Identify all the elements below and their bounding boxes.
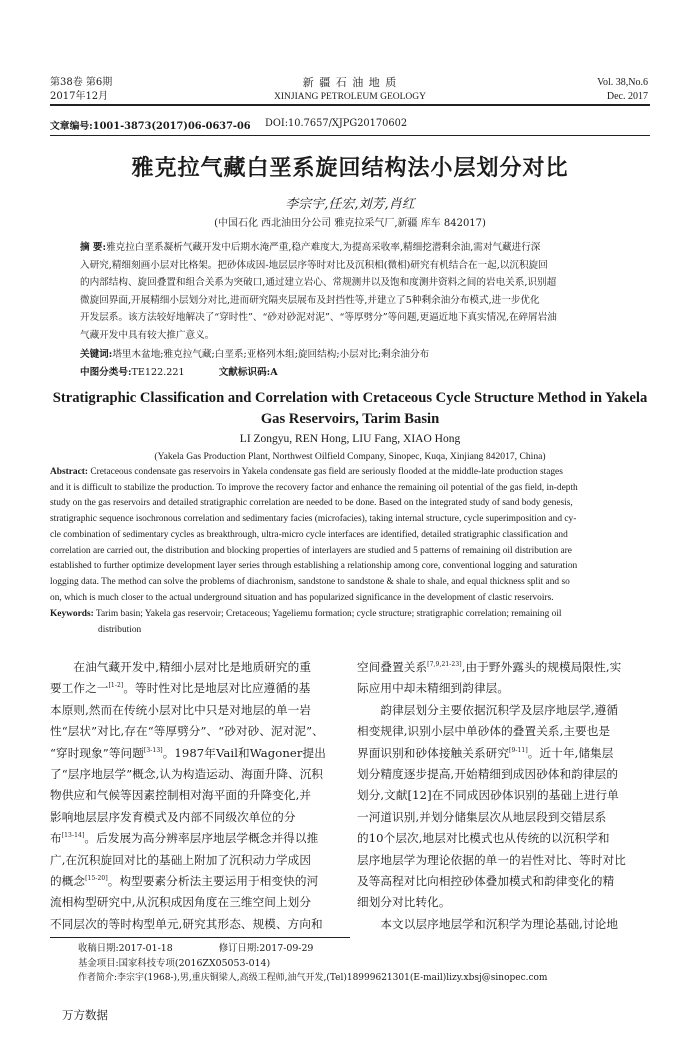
title-en-line-1: Stratigraphic Classification and Correlation with Cretaceous Cycle Structure Method in Yakela — [52, 390, 648, 406]
body-line: 性“层状”对比,存在“等厚劈分”、“砂对砂、泥对泥”、 — [50, 724, 324, 739]
doc-code-label: 文献标识码: — [218, 367, 271, 378]
watermark: 万方数据 — [62, 1008, 108, 1022]
title-en-line-2: Gas Reservoirs, Tarim Basin — [260, 411, 440, 427]
dates-line — [78, 941, 650, 956]
revised-date: 修订日期:2017-09-29 — [218, 943, 314, 954]
body-line: 本文以层序地层学和沉积学为理论基础,讨论地 — [357, 916, 619, 931]
header-date-cn: 2017年12月 — [50, 91, 109, 102]
journal-title-cn: 新 疆 石 油 地 质 — [302, 76, 398, 89]
body-column-left — [50, 657, 343, 935]
meta-rule — [50, 135, 650, 136]
received-date: 收稿日期:2017-01-18 — [78, 943, 173, 954]
header-date-en: Dec. 2017 — [606, 91, 648, 102]
author-bio: 作者简介:李宗宇(1968-),男,重庆铜梁人,高级工程师,油气开发,(Tel)18999621301(E-mail)lizy.xbsj@sinopec.com — [78, 973, 548, 983]
keywords-en-text-cont: distribution — [98, 624, 142, 635]
body-line: 划分,文献[12]在不同成因砂体识别的基础上进行单 — [357, 788, 619, 803]
affiliation-cn: (中国石化 西北油田分公司 雅克拉采气厂,新疆 库车 842017) — [214, 218, 486, 229]
body-line: 的概念[15-20]。构型要素分析法主要运用于相变快的河 — [50, 874, 319, 889]
abstract-cn-line: 入研究,精细刻画小层对比格架。把砂体成因-地层层序等时对比及沉积相(微相)研究有机结合在一起,以沉积旋回 — [80, 259, 548, 271]
clc-label: 中图分类号: — [80, 367, 132, 378]
header-volume: 第38卷 第6期 — [50, 77, 113, 88]
body-line: 细划分对比转化。 — [357, 895, 451, 910]
abstract-cn-line: 摘 要:雅克拉白垩系凝析气藏开发中后期水淹严重,稳产难度大,为提高采收率,精细挖潜剩余油,需对气藏进行深 — [80, 242, 541, 253]
footnotes — [78, 941, 650, 986]
abstract-en-line: cle combination of sedimentary cycles as breakthrough, ultra-micro cycle interfaces are identified, detailed stratigraphic classification and — [50, 529, 568, 540]
abstract-en — [50, 465, 650, 606]
abstract-cn-line: 微旋回界面,开展精细小层划分对比,进而研究隔夹层展布及封挡性等,并建立了5种剩余油分布模式,进一步优化 — [80, 294, 540, 306]
keywords-cn — [80, 346, 650, 364]
keywords-cn-text: 塔里木盆地;雅克拉气藏;白垩系;亚格列木组;旋回结构;小层对比;剩余油分布 — [112, 349, 430, 360]
abstract-en-line: established to further optimize development layer series through establishing a relationship among core, conventional logging and saturation — [50, 561, 578, 572]
classification-cn — [80, 364, 650, 382]
abstract-en-line: correlation are carried out, the distribution and blocking properties of interlayers are studied and 5 patterns of remaining oil distribution are — [50, 545, 572, 556]
body-line: 物供应和气候等因素控制相对海平面的升降变化,并 — [50, 788, 312, 803]
body-line: 划分精度逐步提高,开始精细到成因砂体和韵律层的 — [357, 767, 619, 782]
body-line: 不同层次的等时构型单元,研究其形态、规模、方向和 — [50, 916, 323, 931]
abstract-en-label: Abstract: — [50, 467, 89, 477]
body-line: 界面识别和砂体接触关系研究[9-11]。近十年,储集层 — [357, 745, 614, 760]
abstract-en-line: and it is difficult to stabilize the production. To improve the recovery factor and enhance the remaining oil potential of the gas field, in-depth — [50, 482, 578, 493]
footnote-rule — [50, 937, 350, 938]
abstract-en-line: study on the gas reservoirs and detailed stratigraphic correlation are needed to be done. Based on the integrated study of sand body genesis, — [50, 498, 573, 509]
body-line: 的10个层次,地层对比模式也从传统的以沉积学和 — [357, 831, 610, 846]
body-line: 本原则,然而在传统小层对比中只是对地层的单一岩 — [50, 702, 312, 717]
abstract-cn-label: 摘 要: — [80, 242, 107, 253]
keywords-en — [50, 607, 650, 638]
clc-code: TE122.221 — [131, 367, 185, 378]
body-line: 层序地层学为理论依据的单一的岩性对比、等时对比 — [357, 852, 626, 867]
header-rule — [50, 104, 650, 106]
keywords-en-label: Keywords: — [50, 609, 94, 619]
body-line: 广,在沉积旋回对比的基础上附加了沉积动力学成因 — [50, 852, 312, 867]
authors-cn: 李宗宇,任宏,刘芳,肖红 — [285, 197, 415, 212]
affiliation-en: (Yakela Gas Production Plant, Northwest Oilfield Company, Sinopec, Kuqa, Xinjiang 842017, China) — [154, 451, 546, 462]
abstract-cn-line: 气藏开发中具有较大推广意义。 — [80, 329, 215, 341]
body-line: 际应用中却未精细到韵律层。 — [357, 681, 510, 696]
body-line: 空间叠置关系[7,9,21-23],由于野外露头的规模局限性,实 — [357, 660, 622, 674]
abstract-en-line: logging data. The method can solve the problems of diachronism, sandstone to sandstone & shale to shale, and equal thickness split and so — [50, 576, 570, 587]
body-line: 了“层序地层学”概念,认为构造运动、海面升降、沉积 — [50, 767, 324, 782]
abstract-cn-line: 开发层系。该方法较好地解决了“穿时性”、“砂对砂泥对泥”、“等厚劈分”等问题,更逼近地下真实情况,在碎屑岩油 — [80, 312, 557, 324]
article-number: 文章编号:1001-3873(2017)06-0637-06 — [50, 121, 251, 132]
body-line: 在油气藏开发中,精细小层对比是地质研究的重 — [50, 660, 312, 674]
body-line: 及等高程对比向相控砂体叠加模式和韵律变化的精 — [357, 874, 615, 889]
body-line: 相变规律,识别小层中单砂体的叠置关系,主要也是 — [357, 724, 611, 739]
abstract-cn-line: 的内部结构、旋回叠置和组合关系为突破口,通过建立岩心、常规测井以及饱和度测井资料之间的岩电关系,识别超 — [80, 277, 557, 289]
keywords-cn-label: 关键词: — [80, 349, 113, 360]
body-column-right — [357, 657, 650, 935]
body-line: 要工作之一[1-2]。等时性对比是地层对比应遵循的基 — [50, 681, 311, 696]
title-cn: 雅克拉气藏白垩系旋回结构法小层划分对比 — [131, 156, 569, 181]
fund-line: 基金项目:国家科技专项(2016ZX05053-014) — [78, 958, 271, 969]
keywords-en-text: Tarim basin; Yakela gas reservoir; Cretaceous; Yageliemu formation; cycle structure; stratigraphic correlation; remaining oil — [93, 609, 562, 619]
abstract-en-line: stratigraphic sequence isochronous correlation and sedimentary facies (microfacies), taking internal structure, cycle superimposition and cy- — [50, 514, 577, 525]
body-line: 韵律层划分主要依据沉积学及层序地层学,遵循 — [357, 702, 619, 717]
abstract-en-line: on, which is much closer to the actual underground situation and has popularized significance in the development of clastic reservoirs. — [50, 592, 554, 603]
body-line: 布[13-14]。后发展为高分辨率层序地层学概念并得以推 — [50, 831, 319, 846]
body-line: “穿时现象”等问题[3-13]。1987年Vail和Wagoner提出 — [50, 745, 326, 760]
body-line: 一河道识别,并划分储集层次从地层段到交错层系 — [357, 809, 607, 824]
body-line: 影响地层层序发育模式及内部不同级次单位的分 — [50, 809, 296, 824]
header-volume-en: Vol. 38,No.6 — [597, 77, 648, 88]
abstract-cn — [80, 239, 650, 345]
journal-title-en: XINJIANG PETROLEUM GEOLOGY — [274, 92, 426, 102]
authors-en: LI Zongyu, REN Hong, LIU Fang, XIAO Hong — [239, 433, 461, 445]
body-line: 流相构型研究中,从沉积成因角度在三维空间上划分 — [50, 895, 312, 910]
doc-code: A — [270, 367, 278, 378]
abstract-en-line: Abstract: Cretaceous condensate gas reservoirs in Yakela condensate gas field are seriously flooded at the middle-late production stages — [50, 467, 563, 477]
doi: DOI:10.7657/XJPG20170602 — [265, 118, 408, 129]
